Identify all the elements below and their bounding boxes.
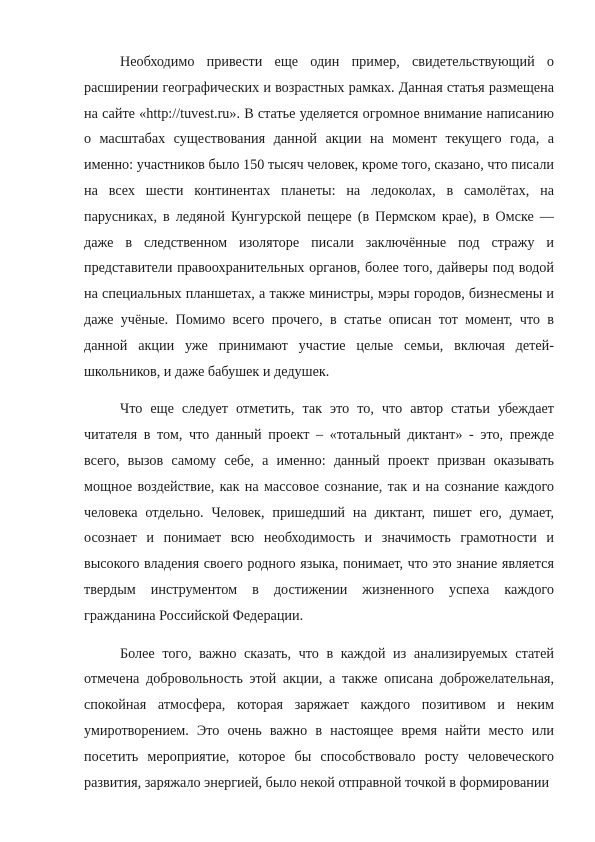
paragraph-2: Что еще следует отметить, так это то, что автор статьи убеждает читателя в том, что данный проект – «тотальный диктант» - это, прежде всего, вызов самому себе, а именно: данный проект призван оказывать мощное воздействие, как на массовое сознание, так и на сознание каждого человека отдельно. Человек, пришедший на диктант, пишет его, думает, осознает и понимает всю необходимость и значимость грамотности и высокого владения своего родного языка, понимает, что это знание является твердым инструментом в достижении жизненного успеха каждого гражданина Российской Федерации. [84,401,554,624]
paragraph-3: Более того, важно сказать, что в каждой из анализируемых статей отмечена добровольность этой акции, а также описана доброжелательная, спокойная атмосфера, которая заряжает каждого позитивом и неким умиротворением. Это очень важно в настоящее время найти место или посетить мероприятие, которое бы способствовало росту человеческого развития, заряжало энергией, было некой отправной точкой в формировании [84,645,554,791]
paragraph-1: Необходимо привести еще один пример, свидетельствующий о расширении географических и возрастных рамках. Данная статья размещена на сайте «http://tuvest.ru». В статье уделяется огромное внимание написанию о масштабах существования данной акции на момент текущего года, а именно: участников было 150 тысяч человек, кроме того, сказано, что писали на всех шести континентах планеты: на ледоколах, в самолётах, на парусниках, в ледяной Кунгурской пещере (в Пермском крае), в Омске — даже в следственном изоляторе писали заключённые под стражу и представители правоохранительных органов, более того, дайверы под водой на специальных планшетах, а также министры, мэры городов, бизнесмены и даже учёные. Помимо всего прочего, в статье описан тот момент, что в данной акции уже принимают участие целые семьи, включая детей- школьников, и даже бабушек и дедушек. [84,54,554,380]
document-page [84,50,554,796]
